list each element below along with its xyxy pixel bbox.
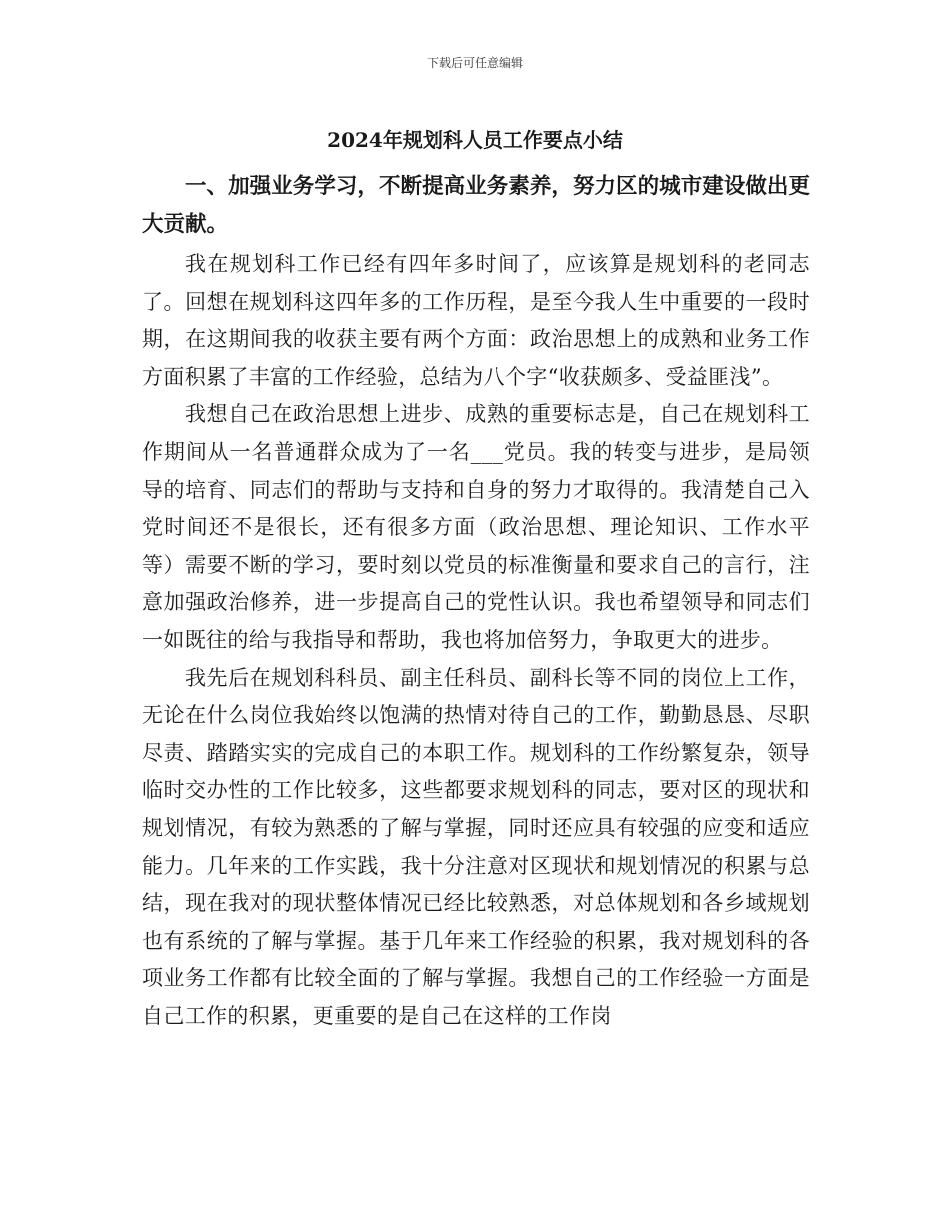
document-body (142, 168, 810, 1035)
body-paragraph: 我在规划科工作已经有四年多时间了，应该算是规划科的老同志了。回想在规划科这四年多的工作历程，是至今我人生中重要的一段时期，在这期间我的收获主要有两个方面：政治思想上的成熟和业务工作方面积累了丰富的工作经验，总结为八个字“收获颇多、受益匪浅”。 (142, 252, 810, 389)
header-note: 下载后可任意编辑 (426, 56, 523, 70)
body-paragraph: 我先后在规划科科员、副主任科员、副科长等不同的岗位上工作，无论在什么岗位我始终以饱满的热情对待自己的工作，勤勤恳恳、尽职尽责、踏踏实实的完成自己的本职工作。规划科的工作纷繁复杂，领导临时交办性的工作比较多，这些都要求规划科的同志，要对区的现状和规划情况，有较为熟悉的了解与掌握，同时还应具有较强的应变和适应能力。几年来的工作实践，我十分注意对区现状和规划情况的积累与总结，现在我对的现状整体情况已经比较熟悉，对总体规划和各乡域规划也有系统的了解与掌握。基于几年来工作经验的积累，我对规划科的各项业务工作都有比较全面的了解与掌握。我想自己的工作经验一方面是自己工作的积累，更重要的是自己在这样的工作岗 (142, 665, 810, 1028)
body-paragraph: 我想自己在政治思想上进步、成熟的重要标志是，自己在规划科工作期间从一名普通群众成为了一名___党员。我的转变与进步，是局领导的培育、同志们的帮助与支持和自身的努力才取得的。我清楚自己入党时间还不是很长，还有很多方面（政治思想、理论知识、工作水平等）需要不断的学习，要时刻以党员的标准衡量和要求自己的言行，注意加强政治修养，进一步提高自己的党性认识。我也希望领导和同志们一如既往的给与我指导和帮助，我也将加倍努力，争取更大的进步。 (142, 402, 810, 652)
document-title: 2024年规划科人员工作要点小结 (327, 128, 623, 152)
section-heading: 一、加强业务学习，不断提高业务素养，努力区的城市建设做出更大贡献。 (142, 174, 810, 237)
